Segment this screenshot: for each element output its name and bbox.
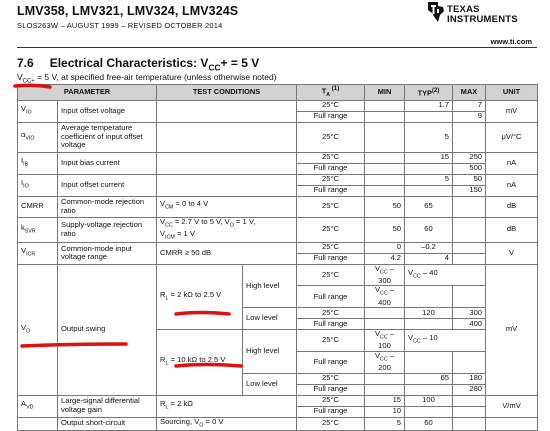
table-row: $V_{IO}$ Input offset voltage 25°C 1.7 7 mV <box>18 100 538 111</box>
col-typ: TYP$^{(2)}$ <box>405 85 453 101</box>
table-header-row <box>18 85 538 101</box>
table-row: Full range $V_{CC} - 200$ <box>18 351 538 373</box>
section-title: 7.6 Electrical Characteristics: $V_{CC}+ = 5$ V <box>17 56 260 73</box>
document-header <box>17 4 238 30</box>
test-conditions-note: $V_{CC+} = 5$ V, at specified free-air temperature (unless otherwise noted) <box>17 72 277 85</box>
table-row: $R_L = 10$ kΩ to 2.5 V High level 25°C $V_{CC} - 100$ $V_{CC} - 10$ <box>18 330 538 352</box>
section-number: 7.6 <box>17 56 34 70</box>
table-row: Full range 500 <box>18 163 538 174</box>
table-row: Full range 150 <box>18 185 538 196</box>
table-row: Full range 9 <box>18 111 538 122</box>
website-url[interactable]: www.ti.com <box>490 37 532 46</box>
header-divider <box>17 47 537 48</box>
table-row: $I_{IO}$ Input offset current 25°C 5 50 nA <box>18 174 538 185</box>
table-row: $A_{VD}$ Large-signal differential voltage gain $R_L = 2$ kΩ 25°C 15 100 V/mV <box>18 395 538 406</box>
ti-logo <box>426 0 536 30</box>
col-unit: UNIT <box>486 85 538 101</box>
table-row: $I_{IB}$ Input bias current 25°C 15 250 nA <box>18 152 538 163</box>
col-test-conditions: TEST CONDITIONS <box>157 85 297 101</box>
table-row: Full range $V_{CC} - 400$ <box>18 286 538 308</box>
col-parameter: PARAMETER <box>18 85 157 101</box>
table-row: Full range 10 <box>18 406 538 417</box>
table-row: $k_{SVR}$ Supply-voltage rejection ratio $V_{CC} = 2.7$ V to 5 V, $V_O = 1$ V, $V_{ICM} = 1$ V 25°C 50 60 dB <box>18 217 538 242</box>
table-row: Full range 280 <box>18 384 538 395</box>
col-max: MAX <box>453 85 486 101</box>
table-row: Low level 25°C 65 180 <box>18 373 538 384</box>
document-revision: SLOS263W – AUGUST 1999 – REVISED OCTOBER 2014 <box>17 21 223 30</box>
ti-state-icon <box>426 1 445 23</box>
table-row: Output short-circuit Sourcing, $V_O = 0$ V 25°C 5 60 <box>18 417 538 430</box>
table-row: $V_O$ Output swing $R_L = 2$ kΩ to 2.5 V High level 25°C $V_{CC} - 300$ $V_{CC} - 40$ mV <box>18 264 538 286</box>
table-row: CMRR Common-mode rejection ratio $V_{CM} = 0$ to 4 V 25°C 50 65 dB <box>18 196 538 217</box>
electrical-characteristics-table <box>17 84 538 431</box>
col-min: MIN <box>365 85 405 101</box>
table-row: Low level 25°C 120 300 <box>18 308 538 319</box>
table-row: Full range 4.2 4 <box>18 253 538 264</box>
table-row: $\alpha_{VIO}$ Average temperature coefficient of input offset voltage 25°C 5 μV/°C <box>18 122 538 152</box>
brand-line-2: INSTRUMENTS <box>447 14 518 25</box>
part-numbers: LMV358, LMV321, LMV324, LMV324S <box>17 4 239 18</box>
brand-line-1: TEXAS <box>447 4 480 15</box>
table-row: Full range 400 <box>18 319 538 330</box>
col-ta: $T_A$ $^{(1)}$ <box>297 85 365 101</box>
output-swing-label: Output swing <box>58 264 157 395</box>
table-row: $V_{ICR}$ Common-mode input voltage range CMRR ≥ 50 dB 25°C 0 –0.2 V <box>18 242 538 253</box>
